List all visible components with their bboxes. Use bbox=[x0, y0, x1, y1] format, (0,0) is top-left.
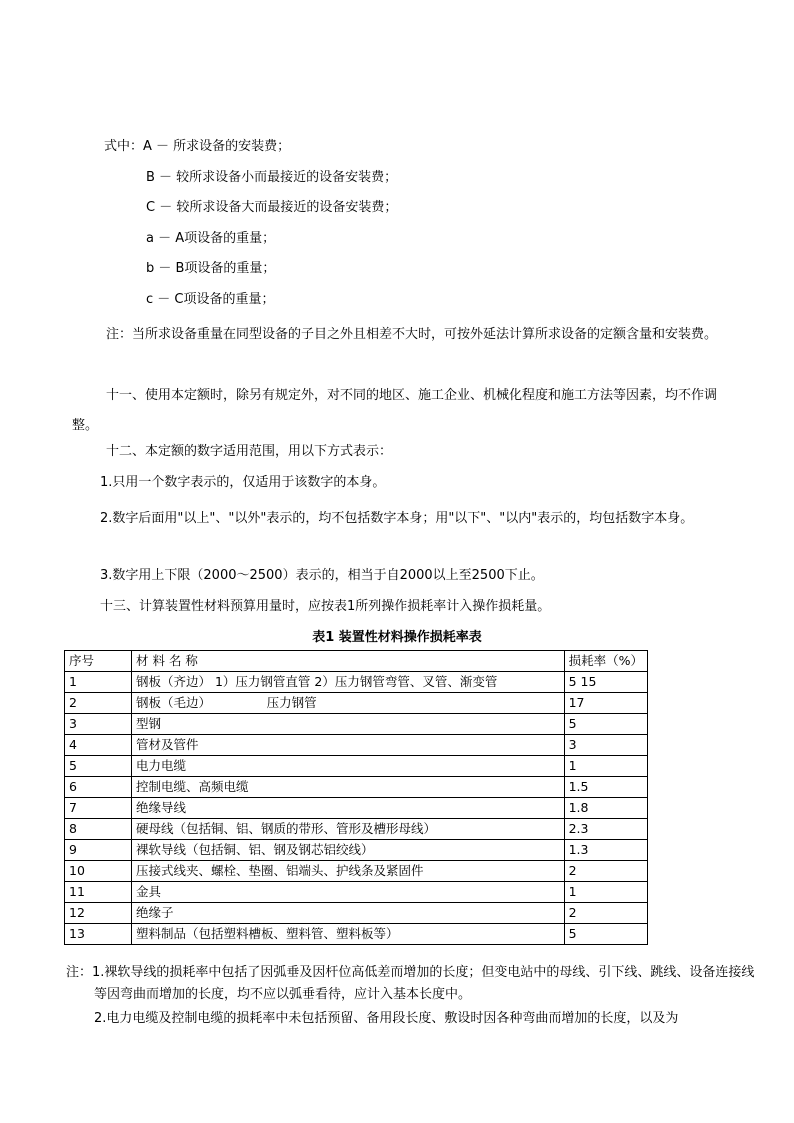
table-row bbox=[65, 735, 648, 756]
cell-material: 绝缘导线 bbox=[132, 798, 565, 819]
legend-line-a: 式中：A － 所求设备的安装费； bbox=[104, 139, 291, 154]
header-seq: 序号 bbox=[65, 651, 132, 672]
cell-seq: 4 bbox=[65, 735, 132, 756]
cell-loss-rate: 1.8 bbox=[564, 798, 647, 819]
clause-12-item-3: 3.数字用上下限（2000～2500）表示的，相当于自2000以上至2500下止。 bbox=[100, 568, 544, 583]
cell-material: 裸软导线（包括铜、铝、钢及钢芯铝绞线） bbox=[132, 840, 565, 861]
table-row bbox=[65, 861, 648, 882]
legend-line-b: B － 较所求设备小而最接近的设备安装费； bbox=[146, 170, 398, 185]
cell-seq: 3 bbox=[65, 714, 132, 735]
clause-12-item-2: 2.数字后面用"以上"、"以外"表示的，均不包括数字本身；用"以下"、"以内"表示的，均包括数字本身。 bbox=[100, 511, 694, 526]
cell-seq: 9 bbox=[65, 840, 132, 861]
cell-seq: 8 bbox=[65, 819, 132, 840]
table-row bbox=[65, 840, 648, 861]
header-material: 材 料 名 称 bbox=[132, 651, 565, 672]
clause-11: 十一、使用本定额时，除另有规定外，对不同的地区、施工企业、机械化程度和施工方法等因素，均不作调整。 bbox=[72, 388, 718, 433]
table-row bbox=[65, 819, 648, 840]
cell-loss-rate: 17 bbox=[564, 693, 647, 714]
legend-line-c-weight: c － C项设备的重量； bbox=[146, 292, 275, 307]
table-row bbox=[65, 903, 648, 924]
cell-seq: 13 bbox=[65, 924, 132, 945]
cell-material: 绝缘子 bbox=[132, 903, 565, 924]
cell-loss-rate: 1 bbox=[564, 882, 647, 903]
cell-loss-rate: 3 bbox=[564, 735, 647, 756]
cell-material: 塑料制品（包括塑料槽板、塑料管、塑料板等） bbox=[132, 924, 565, 945]
cell-material: 管材及管件 bbox=[132, 735, 565, 756]
legend-line-c: C － 较所求设备大而最接近的设备安装费； bbox=[146, 200, 398, 215]
cell-seq: 11 bbox=[65, 882, 132, 903]
cell-seq: 12 bbox=[65, 903, 132, 924]
table-note-2: 2.电力电缆及控制电缆的损耗率中未包括预留、备用段长度、敷设时因各种弯曲而增加的长度，以及为 bbox=[94, 1011, 679, 1026]
table-row bbox=[65, 882, 648, 903]
table-header-row bbox=[65, 651, 648, 672]
table-row bbox=[65, 714, 648, 735]
cell-loss-rate: 2 bbox=[564, 903, 647, 924]
table-row bbox=[65, 924, 648, 945]
cell-material: 压接式线夹、螺栓、垫圈、铝端头、护线条及紧固件 bbox=[132, 861, 565, 882]
cell-loss-rate: 2.3 bbox=[564, 819, 647, 840]
cell-material: 电力电缆 bbox=[132, 756, 565, 777]
clause-12-item-1: 1.只用一个数字表示的，仅适用于该数字的本身。 bbox=[100, 475, 386, 490]
cell-material: 控制电缆、高频电缆 bbox=[132, 777, 565, 798]
table-title: 表1 装置性材料操作损耗率表 bbox=[312, 630, 482, 645]
table-note-1: 注：1.裸软导线的损耗率中包括了因弧垂及因杆位高低差而增加的长度；但变电站中的母线、引下线、跳线、设备连接线等因弯曲而增加的长度，均不应以弧垂看待，应计入基本长度中。 bbox=[66, 965, 755, 1002]
cell-loss-rate: 1.3 bbox=[564, 840, 647, 861]
cell-seq: 10 bbox=[65, 861, 132, 882]
header-loss-rate: 损耗率（%） bbox=[564, 651, 647, 672]
cell-seq: 7 bbox=[65, 798, 132, 819]
cell-loss-rate: 1.5 bbox=[564, 777, 647, 798]
cell-seq: 5 bbox=[65, 756, 132, 777]
cell-material: 型钢 bbox=[132, 714, 565, 735]
clause-13: 十三、计算装置性材料预算用量时，应按表1所列操作损耗率计入操作损耗量。 bbox=[100, 599, 551, 614]
cell-seq: 1 bbox=[65, 672, 132, 693]
legend-line-a-weight: a － A项设备的重量； bbox=[146, 231, 276, 246]
table-row bbox=[65, 798, 648, 819]
cell-material: 钢板（毛边） 压力钢管 bbox=[132, 693, 565, 714]
cell-material: 钢板（齐边） 1）压力钢管直管 2）压力钢管弯管、叉管、渐变管 bbox=[132, 672, 565, 693]
clause-12: 十二、本定额的数字适用范围，用以下方式表示： bbox=[106, 444, 393, 459]
table-row bbox=[65, 756, 648, 777]
legend-line-b-weight: b － B项设备的重量； bbox=[146, 261, 276, 276]
loss-rate-table bbox=[64, 650, 648, 945]
note-extrapolation: 注：当所求设备重量在同型设备的子目之外且相差不大时，可按外延法计算所求设备的定额含量和安装费。 bbox=[106, 327, 718, 342]
cell-loss-rate: 1 bbox=[564, 756, 647, 777]
cell-loss-rate: 5 15 bbox=[564, 672, 647, 693]
cell-seq: 2 bbox=[65, 693, 132, 714]
table-row bbox=[65, 693, 648, 714]
cell-loss-rate: 2 bbox=[564, 861, 647, 882]
table-row bbox=[65, 672, 648, 693]
table-row bbox=[65, 777, 648, 798]
cell-seq: 6 bbox=[65, 777, 132, 798]
cell-material: 硬母线（包括铜、铝、钢质的带形、管形及槽形母线） bbox=[132, 819, 565, 840]
cell-loss-rate: 5 bbox=[564, 714, 647, 735]
cell-material: 金具 bbox=[132, 882, 565, 903]
cell-loss-rate: 5 bbox=[564, 924, 647, 945]
